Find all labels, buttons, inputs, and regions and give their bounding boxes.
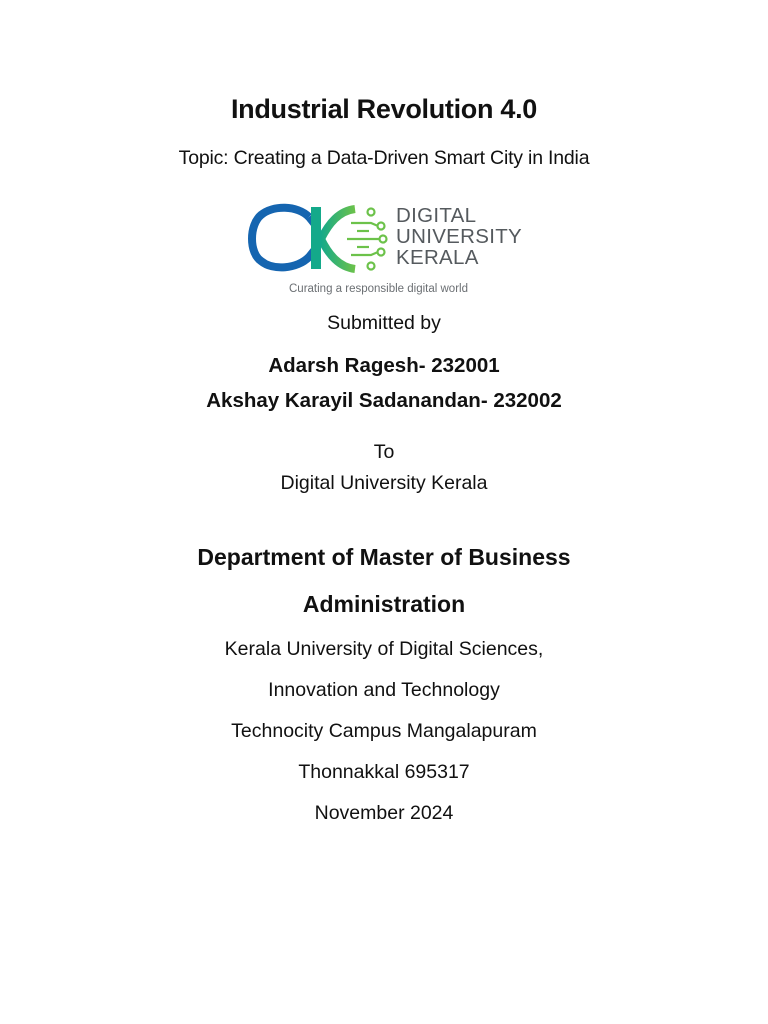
submitted-by-label: Submitted by [327, 312, 441, 334]
university-logo [247, 203, 527, 299]
department-heading: Administration [302, 591, 466, 617]
recipient-name: Digital University Kerala [280, 472, 488, 494]
address-line: Kerala University of Digital Sciences, [224, 638, 544, 660]
document-title: Industrial Revolution 4.0 [230, 94, 538, 124]
department-heading: Department of Master of Business [197, 544, 571, 570]
digital-university-kerala-logo-icon [247, 203, 392, 275]
submission-date: November 2024 [314, 802, 454, 824]
to-label: To [373, 441, 395, 463]
logo-wordmark: DIGITAL UNIVERSITY KERALA [396, 204, 523, 269]
logo-tagline: Curating a responsible digital world [289, 283, 468, 295]
address-line: Technocity Campus Mangalapuram [231, 720, 537, 742]
document-topic: Topic: Creating a Data-Driven Smart City in India [178, 147, 590, 169]
author-name: Adarsh Ragesh- 232001 [268, 354, 500, 377]
author-name: Akshay Karayil Sadanandan- 232002 [206, 389, 562, 412]
address-line: Thonnakkal 695317 [298, 761, 470, 783]
address-line: Innovation and Technology [268, 679, 500, 701]
